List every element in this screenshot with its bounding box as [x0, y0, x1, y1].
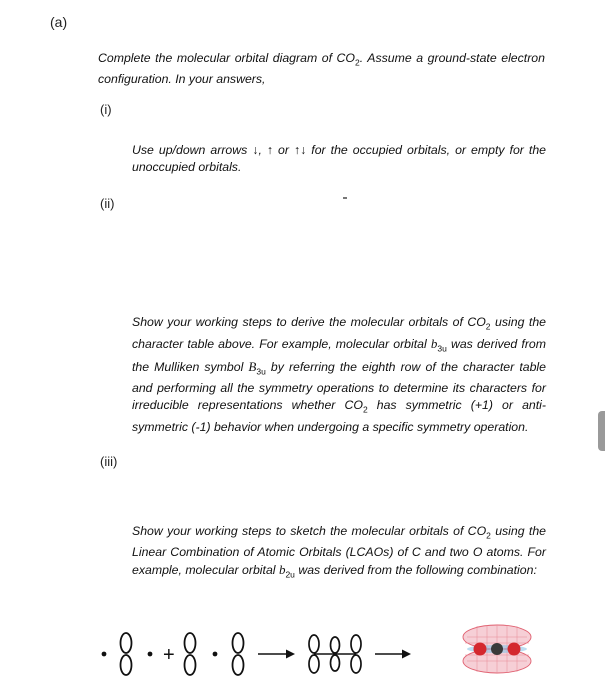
mulliken-symbol-B3u-sub: 3u — [256, 366, 266, 377]
plus-sign: + — [163, 644, 175, 666]
item-label-iii: (iii) — [100, 454, 118, 469]
oxygen-atom-right — [508, 643, 521, 656]
item-label-i: (i) — [100, 102, 112, 117]
ii-text-4: by referring the eighth row of the character table and performing all the symmetry operations to determine its characters for irreducible representations whether CO — [132, 359, 546, 413]
ii-text-3: was derived from the Mulliken symbol — [132, 337, 546, 374]
ii-sub-1: 2 — [485, 321, 491, 332]
intro-sub: 2 — [355, 57, 360, 68]
ii-text-1: Show your working steps to derive the molecular orbitals of CO — [132, 315, 486, 329]
item-text-i: Use up/down arrows ↓, ↑ or ↑↓ for the occupied orbitals, or empty for the unoccupied orbitals. — [132, 143, 546, 174]
ii-text-5: has symmetric (+1) or anti-symmetric (-1) behavior when undergoing a specific symmetry operation. — [132, 398, 546, 434]
ii-text-2: using the character table above. For example, molecular orbital — [132, 315, 546, 352]
mulliken-symbol-B3u: B — [248, 358, 257, 374]
intro-text-2: . Assume a ground-state electron configuration. In your answers, — [98, 51, 545, 87]
arrow-icon-1 — [258, 650, 295, 659]
mo-symbol-b3u: b — [430, 336, 438, 352]
scrollbar-handle[interactable] — [598, 411, 605, 451]
intro-paragraph — [98, 50, 545, 88]
p-orbital-2 — [185, 633, 196, 675]
faint-dash-mark — [343, 197, 347, 199]
iii-sub-1: 2 — [486, 530, 491, 541]
p-orbital-3 — [233, 633, 244, 675]
item-text-ii — [132, 314, 546, 436]
iii-text-2: using the Linear Combination of Atomic Orbitals (LCAOs) of C and two O atoms. For example, molecular orbital — [132, 524, 546, 578]
carbon-atom — [491, 643, 503, 655]
iii-text-1: Show your working steps to sketch the molecular orbitals of CO — [132, 524, 487, 538]
mo-symbol-b3u-sub: 3u — [437, 343, 447, 354]
lcao-figure — [100, 612, 550, 692]
mo-symbol-b2u-sub: 2u — [285, 569, 295, 580]
intro-text-1: Complete the molecular orbital diagram of CO — [98, 51, 355, 65]
coefficient-dot-3 — [213, 652, 218, 657]
mo-symbol-b2u: b — [278, 562, 286, 578]
part-label: (a) — [50, 14, 68, 30]
item-label-ii: (ii) — [100, 196, 115, 211]
mo-render-image — [463, 625, 531, 673]
ii-sub-2: 2 — [362, 404, 368, 415]
oxygen-atom-left — [474, 643, 487, 656]
item-text-iii — [132, 523, 546, 584]
combined-orbitals — [309, 635, 361, 673]
coefficient-dot-2 — [148, 652, 153, 657]
p-orbital-1 — [121, 633, 132, 675]
iii-text-3: was derived from the following combination: — [294, 563, 537, 578]
arrow-icon-2 — [375, 650, 411, 659]
coefficient-dot-1 — [102, 652, 107, 657]
